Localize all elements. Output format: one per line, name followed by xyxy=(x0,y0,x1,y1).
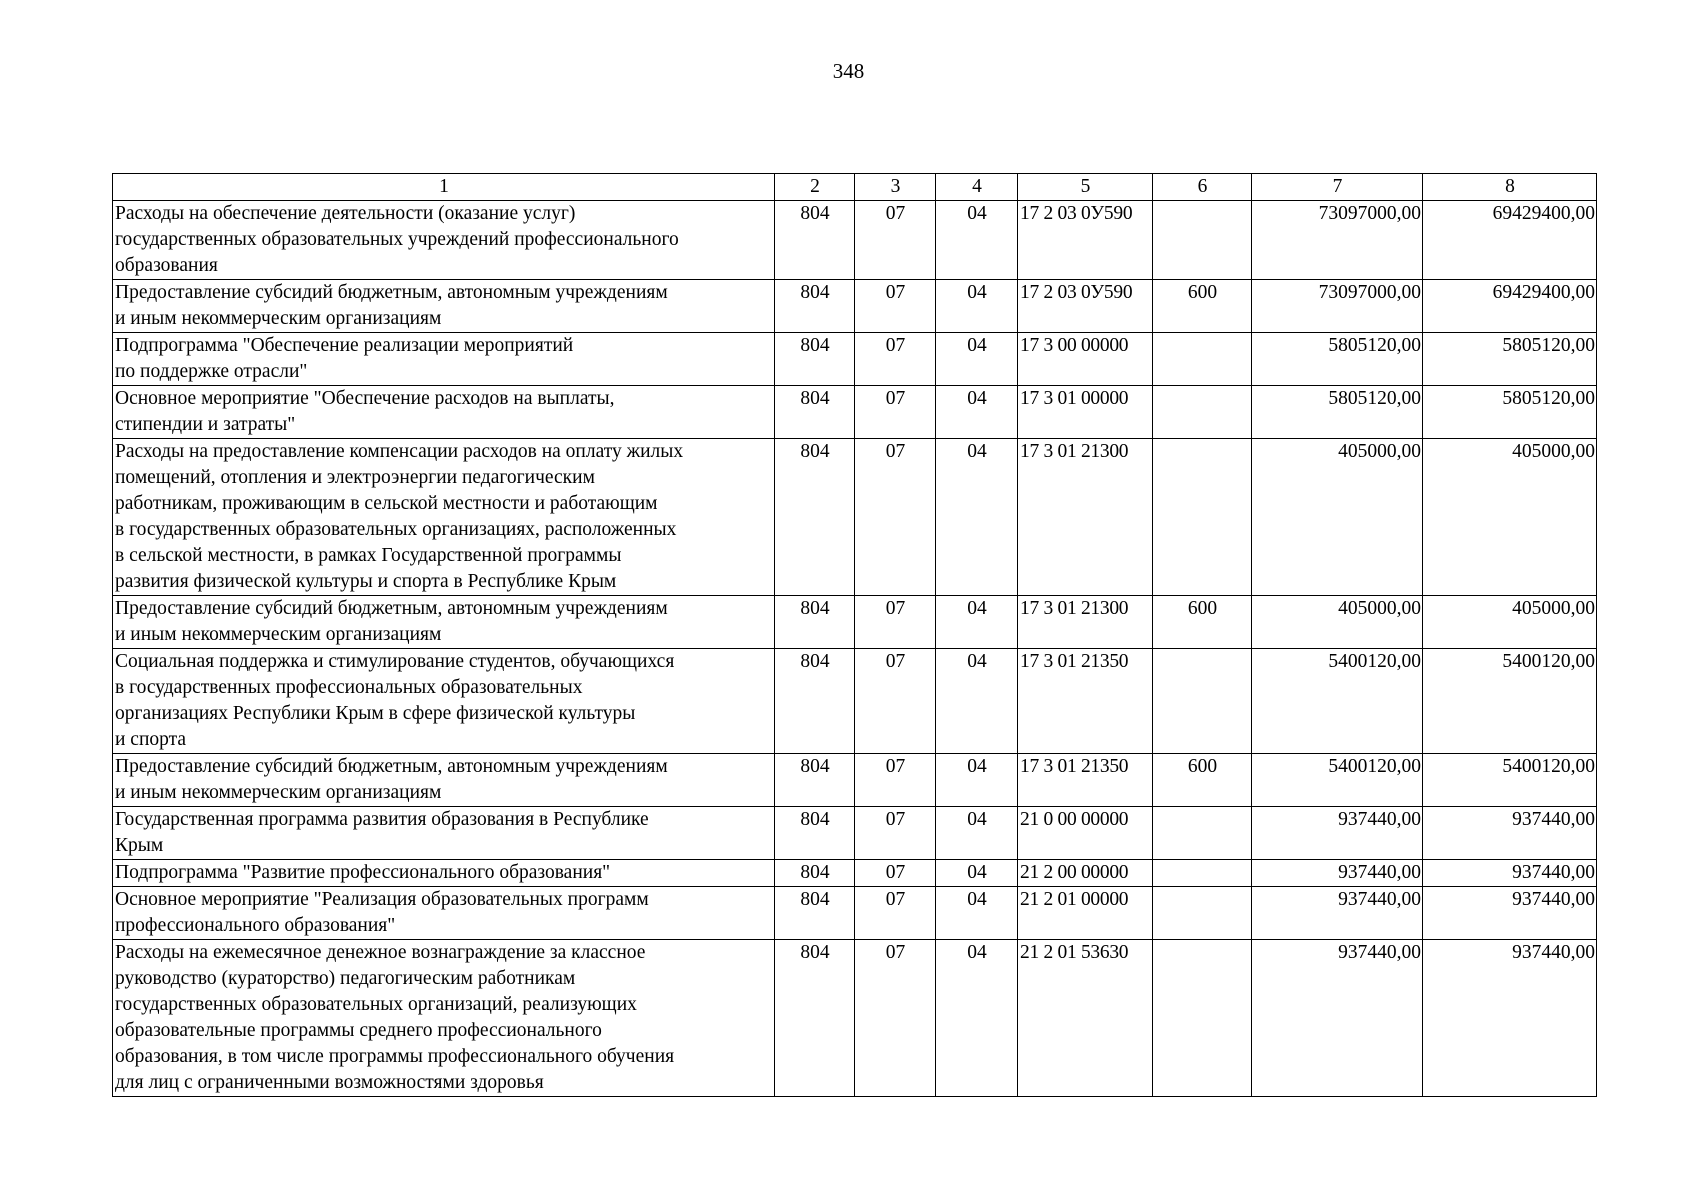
row-vr xyxy=(1153,439,1252,596)
row-gr: 804 xyxy=(775,754,855,807)
row-csr: 17 3 01 21300 xyxy=(1018,439,1153,596)
row-name: Предоставление субсидий бюджетным, автономным учреждениям и иным некоммерческим организациям xyxy=(113,754,775,807)
row-gr: 804 xyxy=(775,280,855,333)
row-pr: 04 xyxy=(936,649,1018,754)
table-row xyxy=(113,807,1597,860)
row-pr: 04 xyxy=(936,386,1018,439)
row-pr: 04 xyxy=(936,596,1018,649)
row-amount-8: 937440,00 xyxy=(1423,940,1597,1097)
column-header: 3 xyxy=(855,174,936,201)
row-pr: 04 xyxy=(936,333,1018,386)
row-amount-8: 69429400,00 xyxy=(1423,201,1597,280)
row-gr: 804 xyxy=(775,649,855,754)
table-row xyxy=(113,860,1597,887)
column-header: 8 xyxy=(1423,174,1597,201)
row-name: Расходы на обеспечение деятельности (оказание услуг) государственных образовательных учреждений профессионального образования xyxy=(113,201,775,280)
row-pr: 04 xyxy=(936,280,1018,333)
row-name: Государственная программа развития образования в Республике Крым xyxy=(113,807,775,860)
column-header: 6 xyxy=(1153,174,1252,201)
row-rz: 07 xyxy=(855,201,936,280)
row-vr: 600 xyxy=(1153,596,1252,649)
table-row xyxy=(113,940,1597,1097)
budget-table xyxy=(112,173,1597,1097)
row-csr: 17 3 01 00000 xyxy=(1018,386,1153,439)
row-name: Подпрограмма "Развитие профессионального образования" xyxy=(113,860,775,887)
row-gr: 804 xyxy=(775,860,855,887)
page-number: 348 xyxy=(832,59,865,83)
row-vr xyxy=(1153,940,1252,1097)
table-row xyxy=(113,439,1597,596)
row-rz: 07 xyxy=(855,280,936,333)
table-row xyxy=(113,649,1597,754)
row-name: Основное мероприятие "Обеспечение расходов на выплаты, стипендии и затраты" xyxy=(113,386,775,439)
row-csr: 17 2 03 0У590 xyxy=(1018,201,1153,280)
row-csr: 17 3 00 00000 xyxy=(1018,333,1153,386)
table-row xyxy=(113,201,1597,280)
row-vr xyxy=(1153,333,1252,386)
row-pr: 04 xyxy=(936,754,1018,807)
row-name: Предоставление субсидий бюджетным, автономным учреждениям и иным некоммерческим организациям xyxy=(113,596,775,649)
row-amount-7: 5805120,00 xyxy=(1252,386,1423,439)
row-amount-7: 405000,00 xyxy=(1252,439,1423,596)
row-vr: 600 xyxy=(1153,280,1252,333)
column-header: 7 xyxy=(1252,174,1423,201)
row-gr: 804 xyxy=(775,439,855,596)
row-amount-8: 69429400,00 xyxy=(1423,280,1597,333)
row-amount-8: 5400120,00 xyxy=(1423,754,1597,807)
table-row xyxy=(113,887,1597,940)
row-rz: 07 xyxy=(855,439,936,596)
column-header: 1 xyxy=(113,174,775,201)
row-pr: 04 xyxy=(936,807,1018,860)
row-name: Расходы на ежемесячное денежное вознаграждение за классное руководство (кураторство) педагогическим работникам государственных образовательных организаций, реализующих образовательные программы среднего профессионального образования, в том числе программы профессионального обучения для лиц с ограниченными возможностями здоровья xyxy=(113,940,775,1097)
row-name: Основное мероприятие "Реализация образовательных программ профессионального образования" xyxy=(113,887,775,940)
row-name: Подпрограмма "Обеспечение реализации мероприятий по поддержке отрасли" xyxy=(113,333,775,386)
column-header: 4 xyxy=(936,174,1018,201)
table-row xyxy=(113,754,1597,807)
table-row xyxy=(113,333,1597,386)
row-amount-7: 937440,00 xyxy=(1252,860,1423,887)
row-gr: 804 xyxy=(775,887,855,940)
row-rz: 07 xyxy=(855,333,936,386)
row-gr: 804 xyxy=(775,201,855,280)
header-row xyxy=(113,174,1597,201)
row-amount-7: 5400120,00 xyxy=(1252,649,1423,754)
row-vr: 600 xyxy=(1153,754,1252,807)
row-rz: 07 xyxy=(855,887,936,940)
row-amount-8: 937440,00 xyxy=(1423,807,1597,860)
table-row xyxy=(113,280,1597,333)
row-pr: 04 xyxy=(936,940,1018,1097)
row-name: Социальная поддержка и стимулирование студентов, обучающихся в государственных профессиональных образовательных организациях Республики Крым в сфере физической культуры и спорта xyxy=(113,649,775,754)
row-rz: 07 xyxy=(855,649,936,754)
row-pr: 04 xyxy=(936,439,1018,596)
row-csr: 21 0 00 00000 xyxy=(1018,807,1153,860)
row-csr: 21 2 01 53630 xyxy=(1018,940,1153,1097)
row-rz: 07 xyxy=(855,807,936,860)
row-name: Предоставление субсидий бюджетным, автономным учреждениям и иным некоммерческим организациям xyxy=(113,280,775,333)
row-csr: 21 2 00 00000 xyxy=(1018,860,1153,887)
row-amount-8: 405000,00 xyxy=(1423,596,1597,649)
row-amount-7: 937440,00 xyxy=(1252,807,1423,860)
row-amount-7: 73097000,00 xyxy=(1252,280,1423,333)
row-rz: 07 xyxy=(855,940,936,1097)
row-amount-7: 405000,00 xyxy=(1252,596,1423,649)
row-pr: 04 xyxy=(936,201,1018,280)
row-vr xyxy=(1153,201,1252,280)
row-name: Расходы на предоставление компенсации расходов на оплату жилых помещений, отопления и электроэнергии педагогическим работникам, проживающим в сельской местности и работающим в государственных образовательных организациях, расположенных в сельской местности, в рамках Государственной программы развития физической культуры и спорта в Республике Крым xyxy=(113,439,775,596)
row-vr xyxy=(1153,887,1252,940)
row-gr: 804 xyxy=(775,807,855,860)
row-vr xyxy=(1153,860,1252,887)
row-csr: 21 2 01 00000 xyxy=(1018,887,1153,940)
row-amount-8: 937440,00 xyxy=(1423,887,1597,940)
row-gr: 804 xyxy=(775,596,855,649)
row-amount-8: 5400120,00 xyxy=(1423,649,1597,754)
row-amount-8: 5805120,00 xyxy=(1423,333,1597,386)
row-vr xyxy=(1153,649,1252,754)
row-amount-7: 73097000,00 xyxy=(1252,201,1423,280)
row-pr: 04 xyxy=(936,887,1018,940)
row-csr: 17 3 01 21350 xyxy=(1018,649,1153,754)
table-row xyxy=(113,596,1597,649)
row-rz: 07 xyxy=(855,386,936,439)
row-amount-8: 937440,00 xyxy=(1423,860,1597,887)
row-gr: 804 xyxy=(775,333,855,386)
row-csr: 17 3 01 21350 xyxy=(1018,754,1153,807)
row-amount-7: 937440,00 xyxy=(1252,940,1423,1097)
row-rz: 07 xyxy=(855,596,936,649)
row-rz: 07 xyxy=(855,754,936,807)
row-gr: 804 xyxy=(775,386,855,439)
row-csr: 17 3 01 21300 xyxy=(1018,596,1153,649)
column-header: 5 xyxy=(1018,174,1153,201)
table-row xyxy=(113,386,1597,439)
row-vr xyxy=(1153,807,1252,860)
row-amount-7: 5400120,00 xyxy=(1252,754,1423,807)
row-amount-7: 5805120,00 xyxy=(1252,333,1423,386)
row-csr: 17 2 03 0У590 xyxy=(1018,280,1153,333)
row-amount-8: 405000,00 xyxy=(1423,439,1597,596)
row-amount-7: 937440,00 xyxy=(1252,887,1423,940)
row-pr: 04 xyxy=(936,860,1018,887)
row-rz: 07 xyxy=(855,860,936,887)
row-vr xyxy=(1153,386,1252,439)
column-header: 2 xyxy=(775,174,855,201)
row-gr: 804 xyxy=(775,940,855,1097)
row-amount-8: 5805120,00 xyxy=(1423,386,1597,439)
